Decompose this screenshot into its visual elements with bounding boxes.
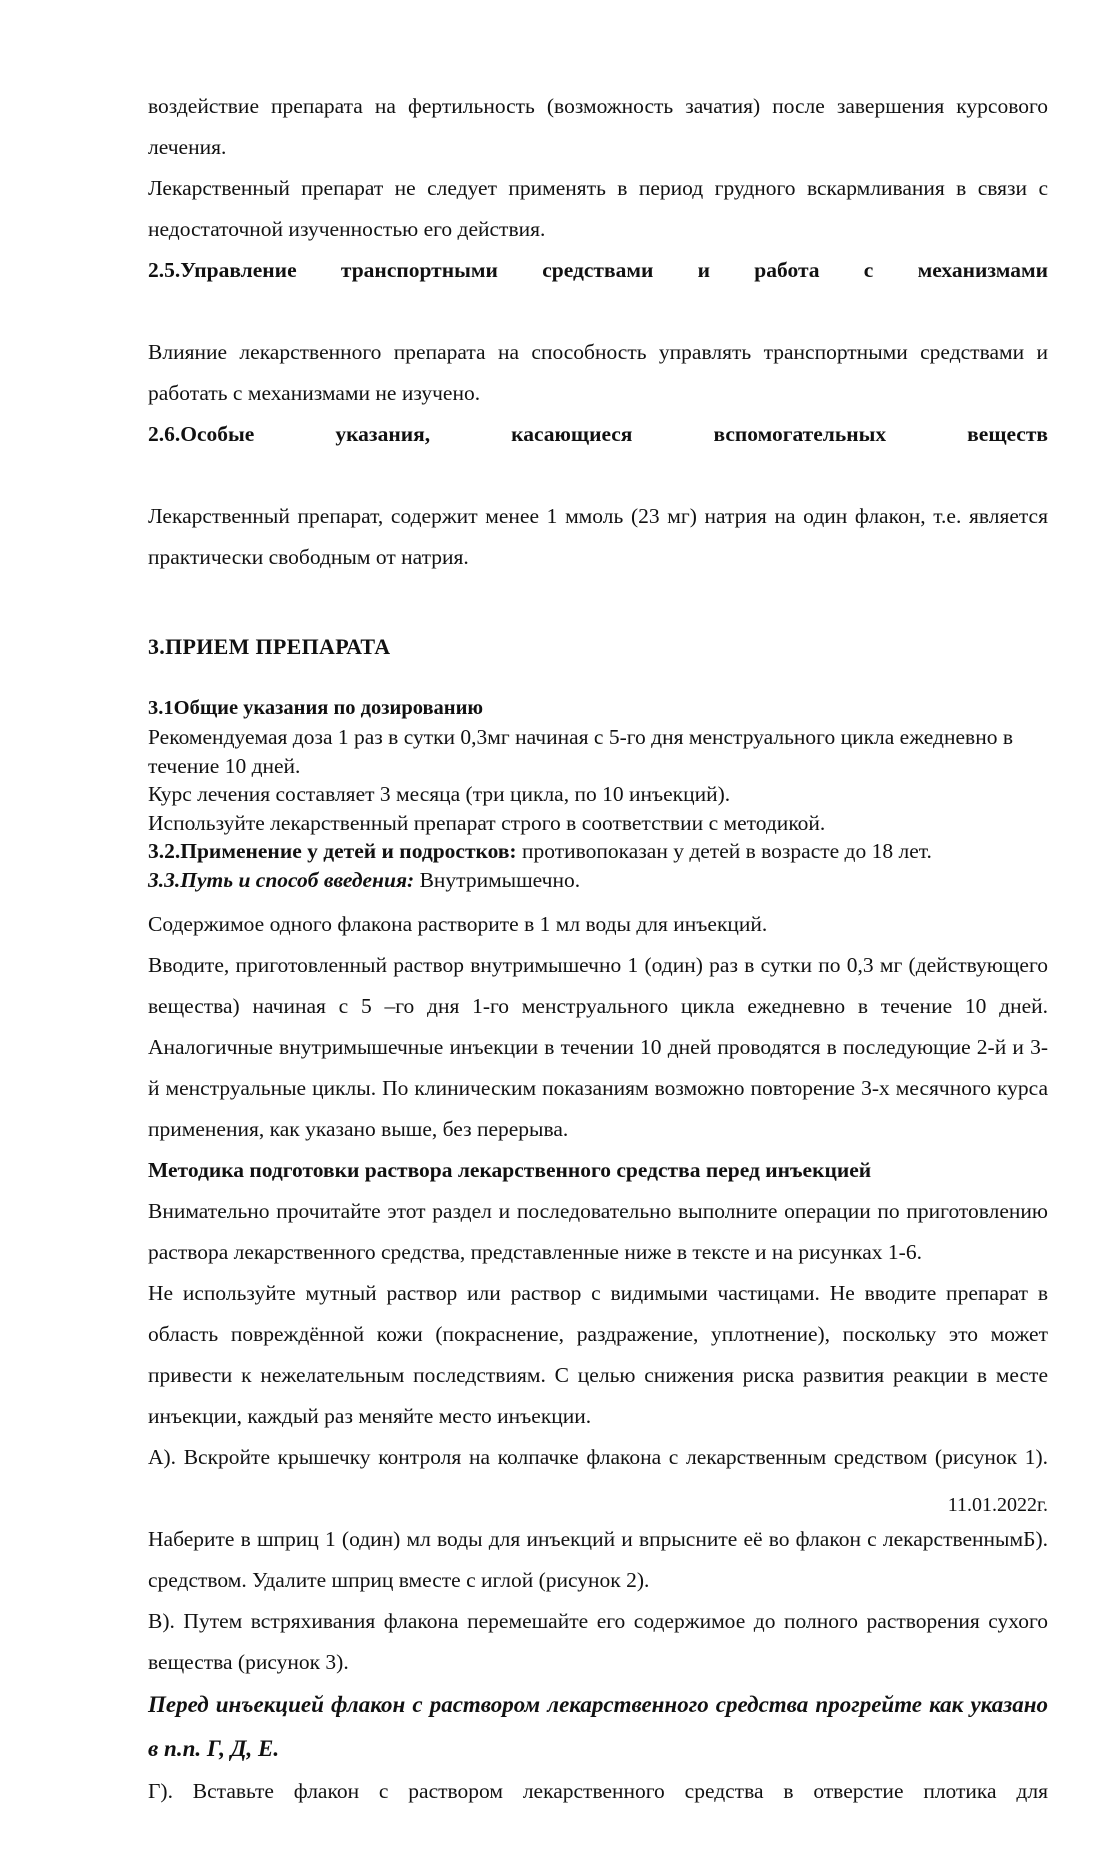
heading-3-2-text: противопоказан у детей в возрасте до 18 лет. (516, 839, 932, 863)
heading-spacer (148, 667, 1048, 693)
heading-3-2-label: 3.2.Применение у детей и подростков: (148, 839, 517, 863)
heading-section-3: 3.ПРИЕМ ПРЕПАРАТА (148, 634, 391, 659)
paragraph-administer: Вводите, приготовленный раствор внутримышечно 1 (один) раз в сутки по 0,3 мг (действующего вещества) начиная с 5 –го дня 1-го менструального цикла ежедневно в течение 10 дней. Аналогичные внутримышечные инъекции в течении 10 дней проводятся в последующие 2-й и 3-й менструальные циклы. По клиническим показаниям возможно повторение 3-х месячного курса применения, как указано выше, без перерыва. (148, 953, 1048, 1141)
heading-section-3-3 (148, 866, 1048, 895)
warning-emphasis-text: прогрейте как указано в п.п. Г, Д, Е. (148, 1692, 1048, 1761)
step-b-paragraph (148, 1519, 1048, 1601)
step-a-paragraph (148, 1437, 1048, 1519)
document-content (148, 86, 1048, 1853)
section-spacer (148, 578, 1048, 626)
step-a-text: А). Вскройте крышечку контроля на колпачке флакона с лекарственным средством (рисунок 1). (148, 1445, 1048, 1469)
paragraph-3-1-method: Используйте лекарственный препарат строго в соответствии с методикой. (148, 810, 826, 835)
step-b-text: Наберите в шприц 1 (один) мл воды для инъекций и впрысните её во флакон с лекарственным средством. Удалите шприц вместе с иглой (рисунок 2). (148, 1527, 1024, 1592)
warning-paragraph (148, 1683, 1048, 1771)
step-g-text: Г). Вставьте флакон с раствором лекарственного средства в отверстие плотика для (148, 1779, 1048, 1803)
warning-lead-text: Перед инъекцией флакон с раствором лекарственного средства (148, 1692, 816, 1717)
paragraph-spacer (148, 894, 1048, 904)
heading-preparation-method: Методика подготовки раствора лекарственного средства перед инъекцией (148, 1158, 872, 1182)
heading-section-3-1: 3.1Общие указания по дозированию (148, 697, 484, 719)
footer-date: 11.01.2022г. (947, 1494, 1048, 1516)
paragraph-fertility-continuation: воздействие препарата на фертильность (возможность зачатия) после завершения курсового лечения. (148, 94, 1048, 159)
step-g-paragraph (148, 1771, 1048, 1853)
paragraph-3-1-course: Курс лечения составляет 3 месяца (три цикла, по 10 инъекций). (148, 782, 731, 806)
heading-3-3-text: Внутримышечно. (414, 867, 581, 892)
paragraph-section-2-6: Лекарственный препарат, содержит менее 1 ммоль (23 мг) натрия на один флакон, т.е. является практически свободным от натрия. (148, 504, 1048, 569)
paragraph-3-1-dose: Рекомендуемая доза 1 раз в сутки 0,3мг начиная с 5-го дня менструального цикла ежедневно в течение 10 дней. (148, 725, 1013, 778)
heading-section-2-6: 2.6.Особые указания, касающиеся вспомогательных веществ (148, 422, 1048, 446)
heading-section-2-5: 2.5.Управление транспортными средствами и работа с механизмами (148, 258, 1048, 282)
heading-section-3-2 (148, 837, 1048, 866)
heading-3-3-label: 3.3.Путь и способ введения: (148, 867, 415, 892)
step-b-marker: Б). (1023, 1527, 1048, 1551)
paragraph-read-carefully: Внимательно прочитайте этот раздел и последовательно выполните операции по приготовлению раствора лекарственного средства, представленные ниже в тексте и на рисунках 1-6. (148, 1199, 1048, 1264)
paragraph-do-not-use: Не используйте мутный раствор или раствор с видимыми частицами. Не вводите препарат в область повреждённой кожи (покраснение, раздражение, уплотнение), поскольку это может привести к нежелательным последствиям. С целью снижения риска развития реакции в месте инъекции, каждый раз меняйте место инъекции. (148, 1281, 1048, 1428)
step-v-paragraph: В). Путем встряхивания флакона перемешайте его содержимое до полного растворения сухого вещества (рисунок 3). (148, 1609, 1048, 1674)
paragraph-section-2-5: Влияние лекарственного препарата на способность управлять транспортными средствами и работать с механизмами не изучено. (148, 340, 1048, 405)
paragraph-breastfeeding: Лекарственный препарат не следует применять в период грудного вскармливания в связи с недостаточной изученностью его действия. (148, 176, 1048, 241)
paragraph-dissolve: Содержимое одного флакона растворите в 1 мл воды для инъекций. (148, 912, 768, 936)
